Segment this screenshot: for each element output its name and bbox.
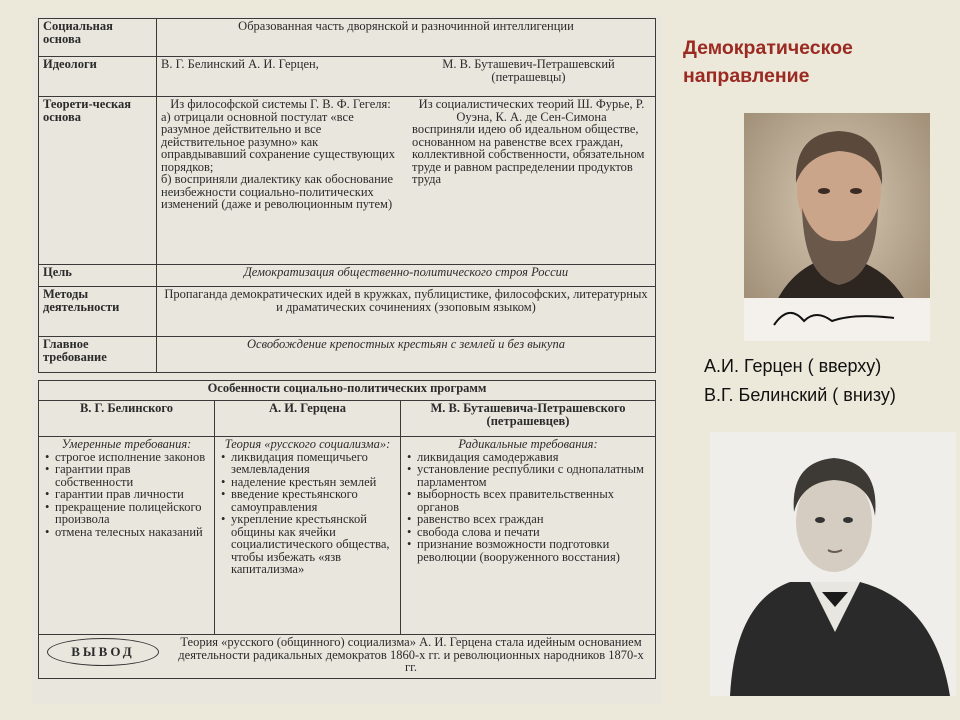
theory-left-b: б) восприняли диалектику как обоснование неизбежности социально-политических изменений (даже и революционным путем) — [161, 172, 394, 211]
belinsky-sub: Умеренные требования: — [61, 437, 192, 451]
list-item: • равенство всех граждан — [417, 513, 651, 526]
row-label-social-base: Социальная основа — [39, 19, 157, 57]
list-item: • признание возможности подготовки революции (вооруженного восстания) — [417, 538, 651, 563]
scanned-table-image — [32, 16, 662, 704]
list-item: • прекращение полицейского произвола — [55, 501, 210, 526]
programs-title: Особенности социально-политических программ — [39, 381, 656, 401]
list-item: • установление республики с однопалатным парламентом — [417, 463, 651, 488]
theory-cell — [157, 97, 656, 265]
row-label-theory: Теорети-ческая основа — [39, 97, 157, 265]
list-item: • укрепление крестьянской общины как ячейки социалистического общества, чтобы избежать «язв капитализма» — [231, 513, 396, 576]
ideology-table — [38, 18, 656, 373]
belinsky-portrait — [710, 432, 956, 696]
theory-left-head: Из философской системы Г. В. Ф. Гегеля: — [170, 97, 391, 111]
ideologues-cell — [157, 57, 656, 97]
conclusion-text: Теория «русского (общинного) социализма» А. И. Герцена стала идейным основанием деятельности радикальных демократов 1860-х гг. и революционных народников 1870-х гг. — [178, 635, 644, 674]
herzen-program — [215, 437, 401, 635]
herzen-portrait — [744, 113, 930, 341]
main-demand-value: Освобождение крепостных крестьян с землей и без выкупа — [157, 337, 656, 373]
list-item: • отмена телесных наказаний — [55, 526, 210, 539]
col-head-belinsky: В. Г. Белинского — [39, 401, 215, 437]
goal-value: Демократизация общественно-политического строя России — [157, 265, 656, 287]
list-item: • ликвидация самодержавия — [417, 451, 651, 464]
list-item: • гарантии прав личности — [55, 488, 210, 501]
list-item: • введение крестьянского самоуправления — [231, 488, 396, 513]
list-item: • свобода слова и печати — [417, 526, 651, 539]
conclusion-row — [39, 635, 656, 679]
list-item: • наделение крестьян землей — [231, 476, 396, 489]
theory-right-head: Из социалистических теорий Ш. Фурье, Р. Оуэна, К. А. де Сен-Симона — [418, 97, 645, 124]
col-head-herzen: А. И. Герцена — [215, 401, 401, 437]
herzen-sub: Теория «русского социализма»: — [224, 437, 391, 451]
list-item: • выборность всех правительственных органов — [417, 488, 651, 513]
petrashevsky-sub: Радикальные требования: — [458, 437, 598, 451]
row-label-ideologues: Идеологи — [39, 57, 157, 97]
petrashevsky-program — [401, 437, 656, 635]
col-head-petrashevsky: М. В. Буташевича-Петрашевского (петрашевцев) — [401, 401, 656, 437]
caption-belinsky: В.Г. Белинский ( внизу) — [704, 385, 896, 405]
ideologues-right: М. В. Буташевич-Петрашевский (петрашевцы) — [442, 57, 615, 84]
theory-left-a: а) отрицали основной постулат «все разумное действительно и все действительное разумно» как оправдывавший сохранение существующих порядков; — [161, 109, 395, 174]
list-item: • гарантии прав собственности — [55, 463, 210, 488]
conclusion-label: ВЫВОД — [47, 638, 159, 666]
row-label-methods: Методы деятельности — [39, 287, 157, 337]
row-label-main-demand: Главное требование — [39, 337, 157, 373]
belinsky-program — [39, 437, 215, 635]
ideologues-left: В. Г. Белинский А. И. Герцен, — [161, 57, 319, 71]
row-label-goal: Цель — [39, 265, 157, 287]
theory-right-body: восприняли идею об идеальном обществе, основанном на равенстве всех граждан, коллективной собственности, обязательном труде и равном распределении продуктов труда — [412, 122, 645, 186]
list-item: • ликвидация помещичьего землевладения — [231, 451, 396, 476]
programs-table — [38, 380, 656, 679]
social-base-value: Образованная часть дворянской и разночинной интеллигенции — [157, 19, 656, 57]
methods-value: Пропаганда демократических идей в кружках, публицистике, философских, литературных и драматических сочинениях (эзоповым языком) — [157, 287, 656, 337]
list-item: • строгое исполнение законов — [55, 451, 210, 464]
slide-title: Демократическое направление — [683, 37, 853, 87]
caption-herzen: А.И. Герцен ( вверху) — [704, 356, 882, 376]
